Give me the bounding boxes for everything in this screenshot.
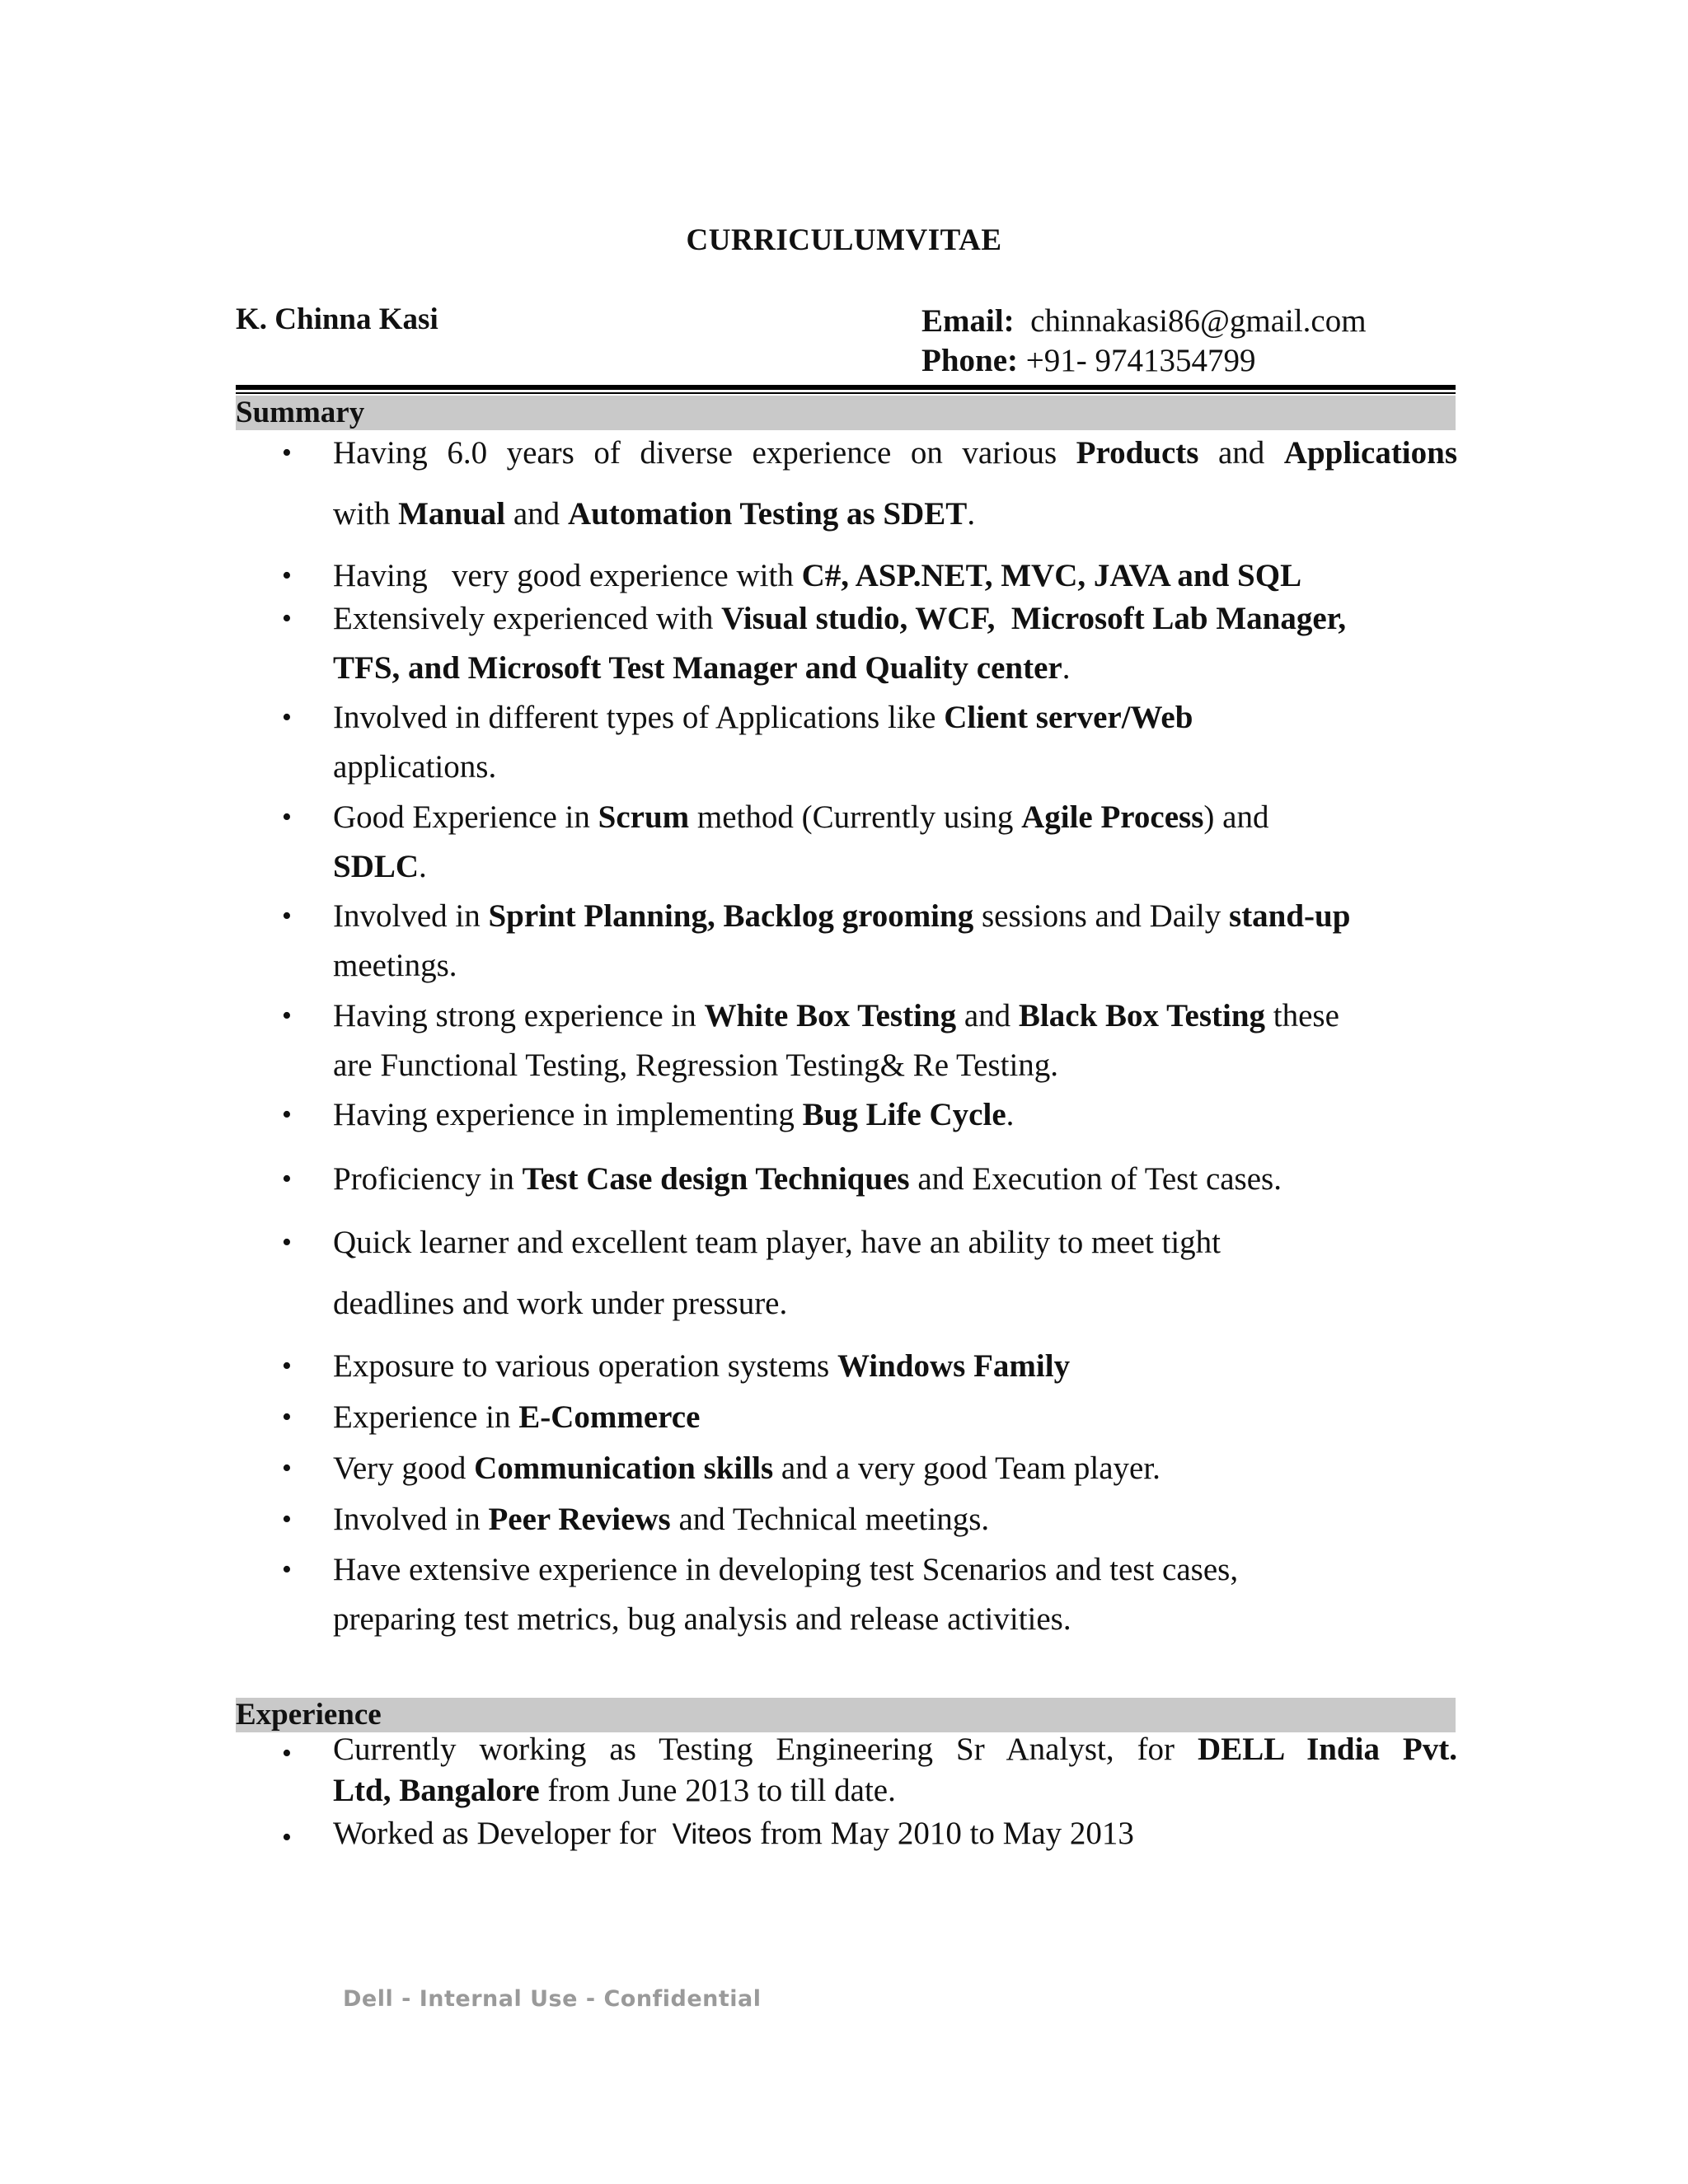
phone-line	[921, 341, 1367, 381]
summary-item-5-line-2: SDLC.	[333, 849, 427, 884]
summary-item-3-line-2: TFS, and Microsoft Test Manager and Quality center.	[333, 650, 1071, 686]
confidentiality-footer: Dell - Internal Use - Confidential	[343, 1986, 762, 2012]
summary-item-9: Proficiency in Test Case design Techniques and Execution of Test cases.	[333, 1161, 1282, 1197]
bullet-icon: •	[282, 1001, 292, 1031]
summary-item-1-line-2: with Manual and Automation Testing as SDET.	[333, 496, 976, 532]
summary-item-11: Exposure to various operation systems Windows Family	[333, 1348, 1071, 1384]
summary-item-5-line-1: Good Experience in Scrum method (Currently using Agile Process) and	[333, 799, 1269, 835]
summary-item-6-line-2: meetings.	[333, 948, 457, 983]
header-divider-thin	[236, 392, 1456, 394]
phone-value: +91- 9741354799	[1025, 343, 1256, 378]
bullet-icon: •	[282, 1099, 292, 1130]
bullet-icon: •	[282, 1402, 292, 1432]
bullet-icon: •	[282, 802, 292, 832]
bullet-icon: •	[282, 1227, 292, 1258]
bullet-icon: •	[282, 603, 292, 634]
summary-item-7-line-1: Having strong experience in White Box Testing and Black Box Testing these	[333, 998, 1339, 1033]
summary-item-8: Having experience in implementing Bug Life Cycle.	[333, 1097, 1015, 1132]
summary-item-14: Involved in Peer Reviews and Technical meetings.	[333, 1502, 990, 1537]
summary-item-6-line-1: Involved in Sprint Planning, Backlog grooming sessions and Daily stand-up	[333, 898, 1351, 934]
summary-item-10-line-1: Quick learner and excellent team player, have an ability to meet tight	[333, 1225, 1221, 1260]
bullet-icon: •	[282, 1554, 292, 1585]
bullet-icon: •	[282, 1351, 292, 1381]
summary-item-4-line-2: applications.	[333, 749, 497, 785]
contact-block	[921, 302, 1367, 381]
summary-item-10-line-2: deadlines and work under pressure.	[333, 1286, 788, 1321]
summary-item-13: Very good Communication skills and a very good Team player.	[333, 1451, 1160, 1486]
bullet-icon: •	[282, 1738, 292, 1769]
summary-heading-bar	[236, 396, 1456, 430]
summary-item-15-line-2: preparing test metrics, bug analysis and release activities.	[333, 1601, 1071, 1637]
bullet-icon: •	[282, 702, 292, 733]
email-value: chinnakasi86@gmail.com	[1030, 303, 1367, 339]
bullet-icon: •	[282, 438, 292, 468]
summary-heading: Summary	[236, 396, 365, 429]
experience-item-2: Worked as Developer for Viteos from May 2010 to May 2013	[333, 1816, 1134, 1851]
header-divider-thick	[236, 385, 1456, 390]
bullet-icon: •	[282, 1164, 292, 1194]
experience-item-1-line-1: Currently working as Testing Engineering Sr Analyst, for DELL India Pvt.	[333, 1732, 1457, 1767]
email-line	[921, 302, 1367, 341]
bullet-icon: •	[282, 1822, 292, 1853]
summary-item-7-line-2: are Functional Testing, Regression Testing& Re Testing.	[333, 1047, 1059, 1083]
phone-label: Phone:	[921, 343, 1018, 378]
experience-heading: Experience	[236, 1698, 382, 1732]
email-label: Email:	[921, 303, 1015, 339]
experience-heading-bar	[236, 1698, 1456, 1732]
summary-item-3-line-1: Extensively experienced with Visual studio, WCF, Microsoft Lab Manager,	[333, 601, 1347, 636]
summary-item-2: Having very good experience with C#, ASP.NET, MVC, JAVA and SQL	[333, 558, 1302, 593]
summary-item-15-line-1: Have extensive experience in developing test Scenarios and test cases,	[333, 1552, 1239, 1587]
summary-item-1-line-1: Having 6.0 years of diverse experience on various Products and Applications	[333, 435, 1458, 471]
bullet-icon: •	[282, 560, 292, 591]
summary-item-12: Experience in E-Commerce	[333, 1399, 701, 1435]
summary-item-4-line-1: Involved in different types of Applications like Client server/Web	[333, 700, 1193, 735]
experience-item-1-line-2: Ltd, Bangalore from June 2013 to till date.	[333, 1773, 896, 1808]
bullet-icon: •	[282, 1453, 292, 1483]
bullet-icon: •	[282, 1504, 292, 1535]
candidate-name: K. Chinna Kasi	[236, 302, 438, 336]
document-title: CURRICULUMVITAE	[686, 223, 1002, 257]
bullet-icon: •	[282, 901, 292, 931]
